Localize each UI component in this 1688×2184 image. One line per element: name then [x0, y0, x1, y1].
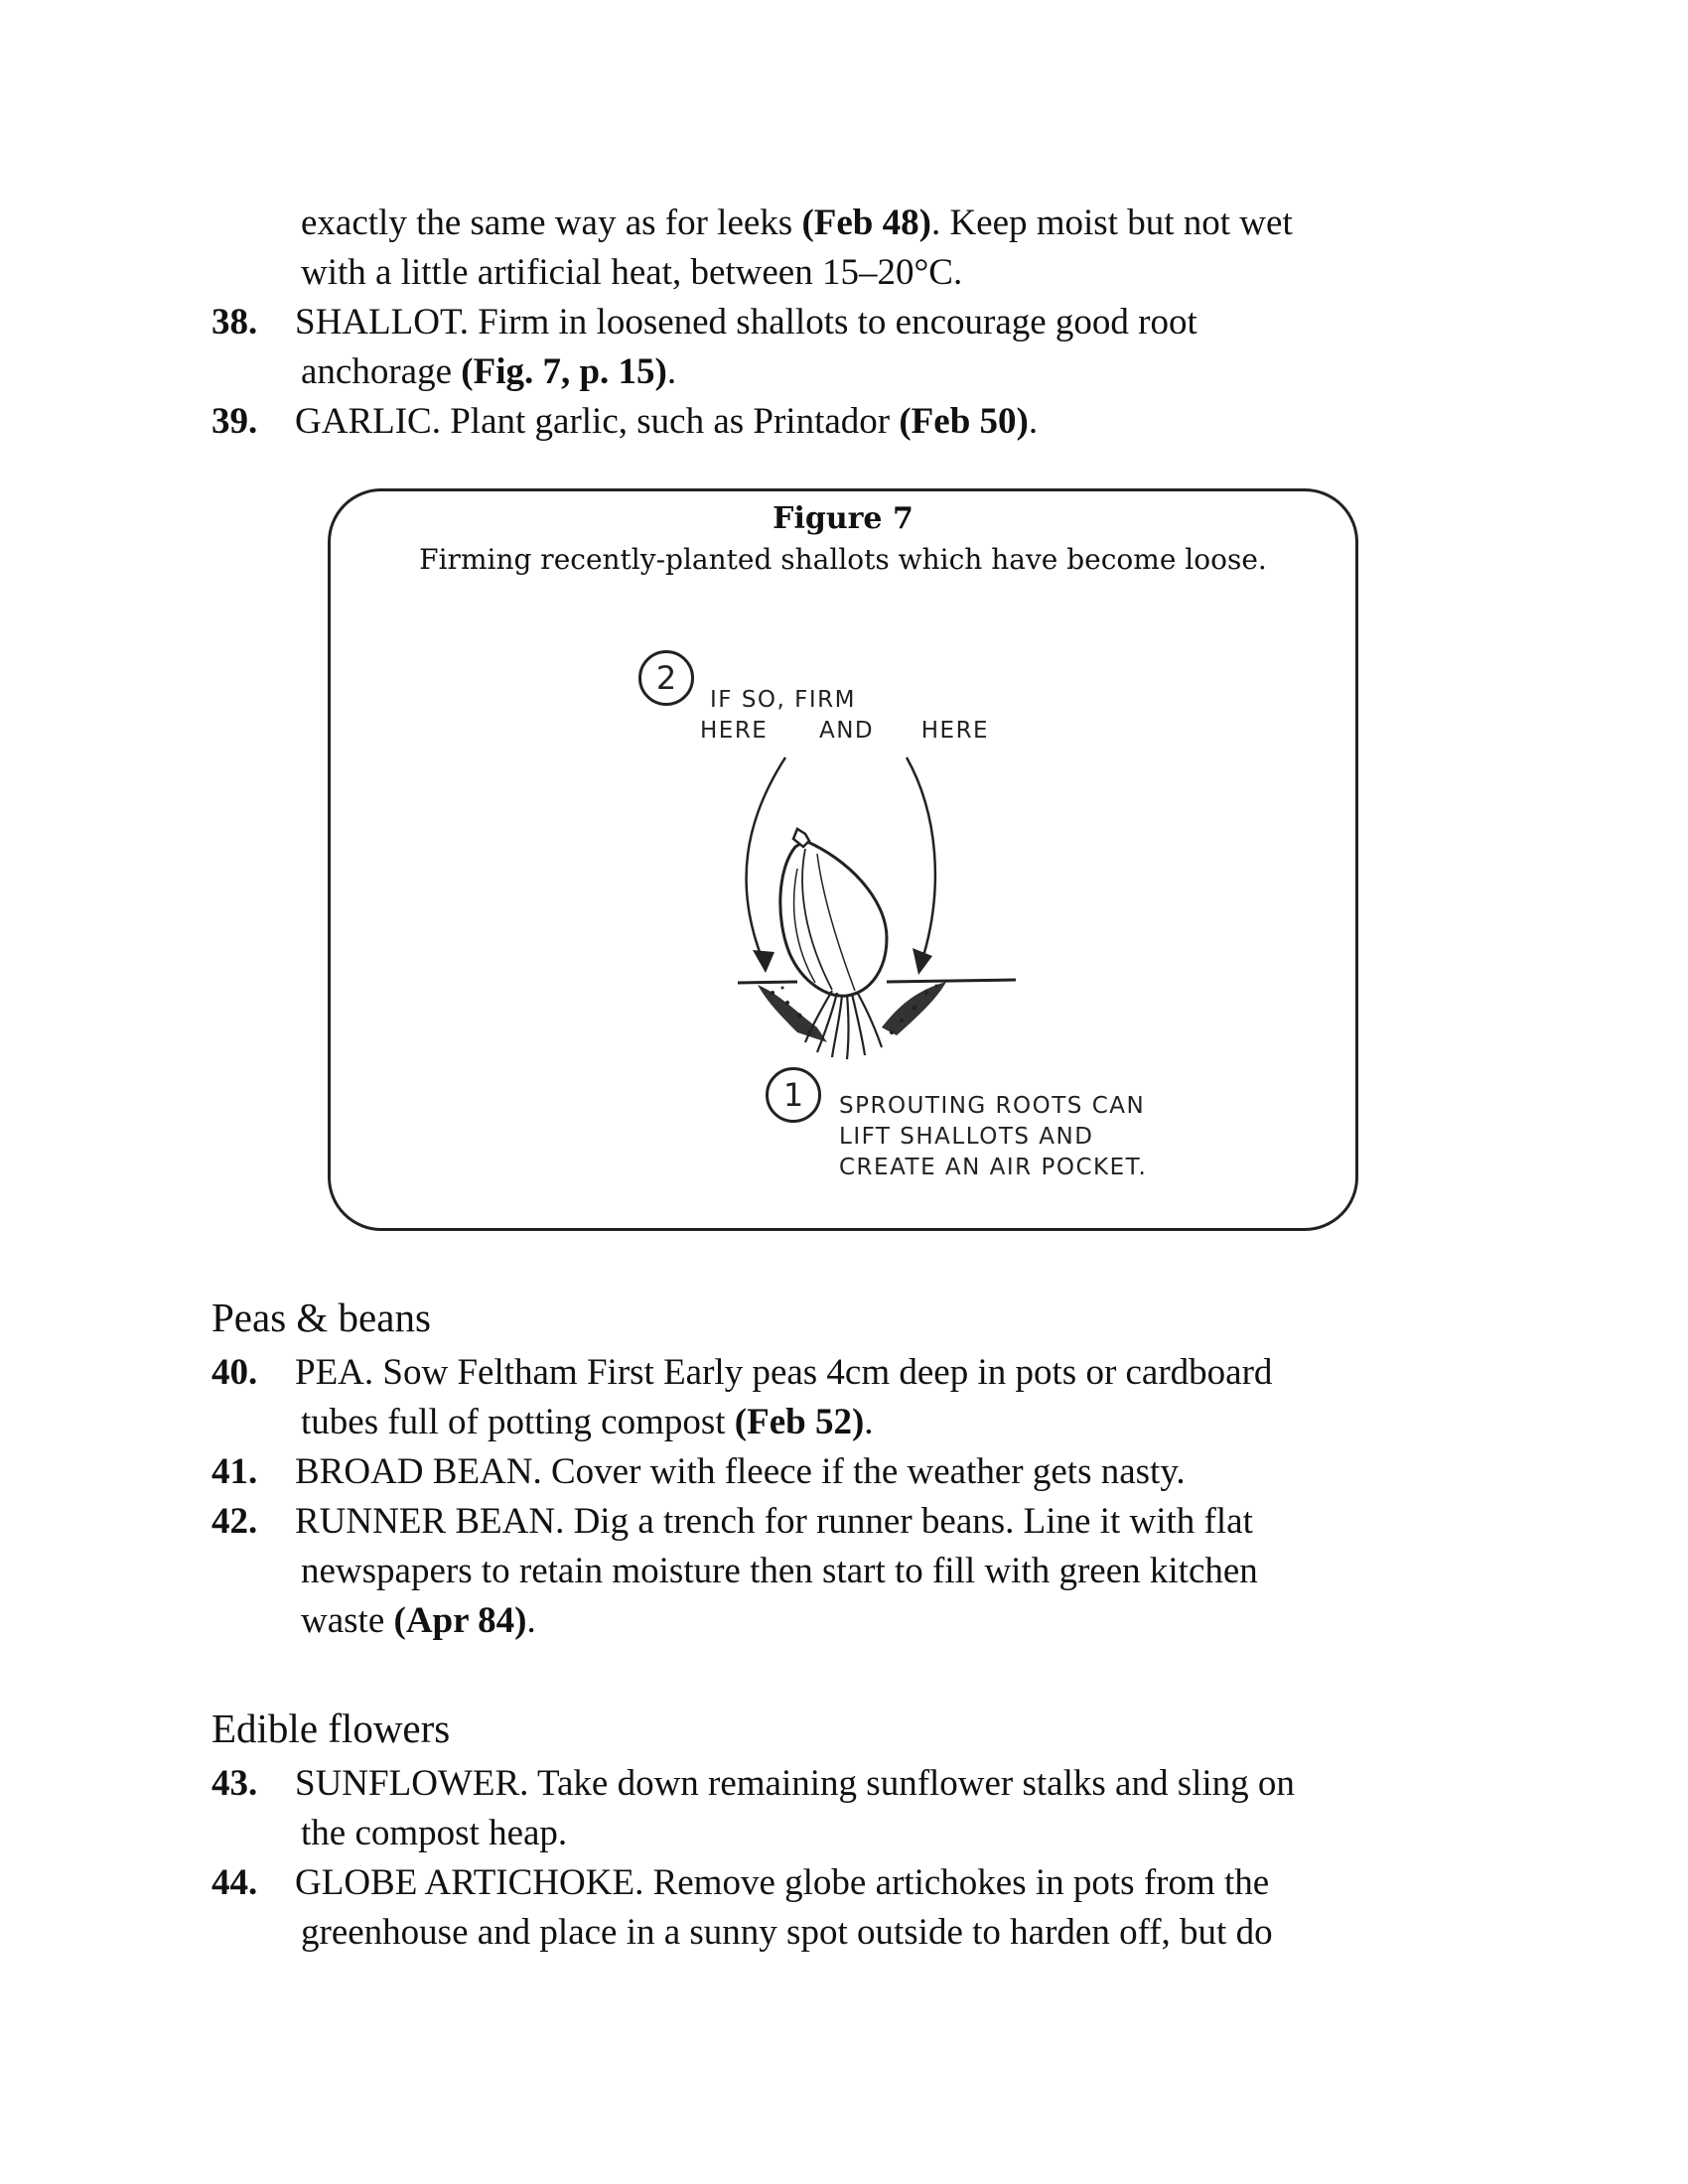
- cross-reference: (Feb 48): [801, 203, 931, 243]
- cross-reference: (Feb 52): [734, 1402, 865, 1442]
- soil-left: [758, 985, 827, 1042]
- continued-line-1: exactly the same way as for leeks (Feb 48). Keep moist but not wet: [301, 203, 1293, 243]
- arrow-right-head: [913, 948, 932, 975]
- shallot-bulb: [780, 841, 887, 996]
- label-2-line-2: HERE AND HERE: [700, 718, 990, 744]
- item-line-1: RUNNER BEAN. Dig a trench for runner beans. Line it with flat: [295, 1501, 1253, 1542]
- item-number: 42.: [211, 1501, 258, 1542]
- continued-line-2: with a little artificial heat, between 15–20°C.: [301, 252, 963, 293]
- item-line-1: SHALLOT. Firm in loosened shallots to encourage good root: [295, 302, 1197, 342]
- item-line-2: tubes full of potting compost (Feb 52).: [301, 1402, 874, 1442]
- shallot-tip: [793, 829, 809, 847]
- label-2-circle: 2: [638, 650, 694, 706]
- item-line-2: greenhouse and place in a sunny spot outside to harden off, but do: [301, 1912, 1273, 1953]
- figure-caption: Firming recently-planted shallots which have become loose.: [419, 543, 1267, 576]
- cross-reference: (Feb 50): [899, 401, 1029, 442]
- list-item-43: [211, 1759, 1502, 1858]
- continued-item: [301, 199, 1293, 298]
- section-heading-edible-flowers: Edible flowers: [211, 1706, 451, 1751]
- item-number: 38.: [211, 302, 258, 342]
- list-item-39: [211, 397, 1502, 447]
- item-number: 44.: [211, 1862, 258, 1903]
- cross-reference: (Fig. 7, p. 15): [461, 351, 667, 392]
- figure-title: Figure 7: [773, 501, 914, 536]
- item-line-3: waste (Apr 84).: [301, 1600, 536, 1641]
- label-2-line-1: IF SO, FIRM: [710, 687, 856, 713]
- shallot-roots: [805, 991, 882, 1059]
- label-1-line-2: LIFT SHALLOTS AND: [839, 1124, 1094, 1150]
- arrow-left: [747, 757, 785, 960]
- list-item-38: [211, 298, 1502, 397]
- figure-box: [328, 488, 1358, 1231]
- list-item-44: [211, 1858, 1502, 1958]
- item-number: 43.: [211, 1763, 258, 1804]
- item-line-1: SUNFLOWER. Take down remaining sunflower stalks and sling on: [295, 1763, 1295, 1804]
- label-1-line-1: SPROUTING ROOTS CAN: [839, 1093, 1146, 1119]
- item-line-2: anchorage (Fig. 7, p. 15).: [301, 351, 677, 392]
- label-1-line-3: CREATE AN AIR POCKET.: [839, 1155, 1148, 1180]
- arrow-right: [907, 757, 935, 956]
- item-number: 40.: [211, 1352, 258, 1393]
- item-line-1: PEA. Sow Feltham First Early peas 4cm deep in pots or cardboard: [295, 1352, 1273, 1393]
- list-item-41: [211, 1447, 1502, 1497]
- item-line-1: BROAD BEAN. Cover with fleece if the weather gets nasty.: [295, 1451, 1186, 1492]
- ground-line: [738, 980, 1016, 983]
- arrow-left-head: [753, 950, 774, 973]
- cross-reference: (Apr 84): [393, 1600, 527, 1641]
- item-number: 41.: [211, 1451, 258, 1492]
- label-1-circle: 1: [766, 1067, 821, 1123]
- item-line-2: newspapers to retain moisture then start to fill with green kitchen: [301, 1551, 1258, 1591]
- item-line-2: the compost heap.: [301, 1813, 568, 1853]
- item-line-1: GARLIC. Plant garlic, such as Printador (Feb 50).: [295, 401, 1039, 442]
- list-item-40: [211, 1348, 1502, 1447]
- section-heading-peas-beans: Peas & beans: [211, 1295, 431, 1340]
- list-item-42: [211, 1497, 1502, 1646]
- item-number: 39.: [211, 401, 258, 442]
- item-line-1: GLOBE ARTICHOKE. Remove globe artichokes in pots from the: [295, 1862, 1270, 1903]
